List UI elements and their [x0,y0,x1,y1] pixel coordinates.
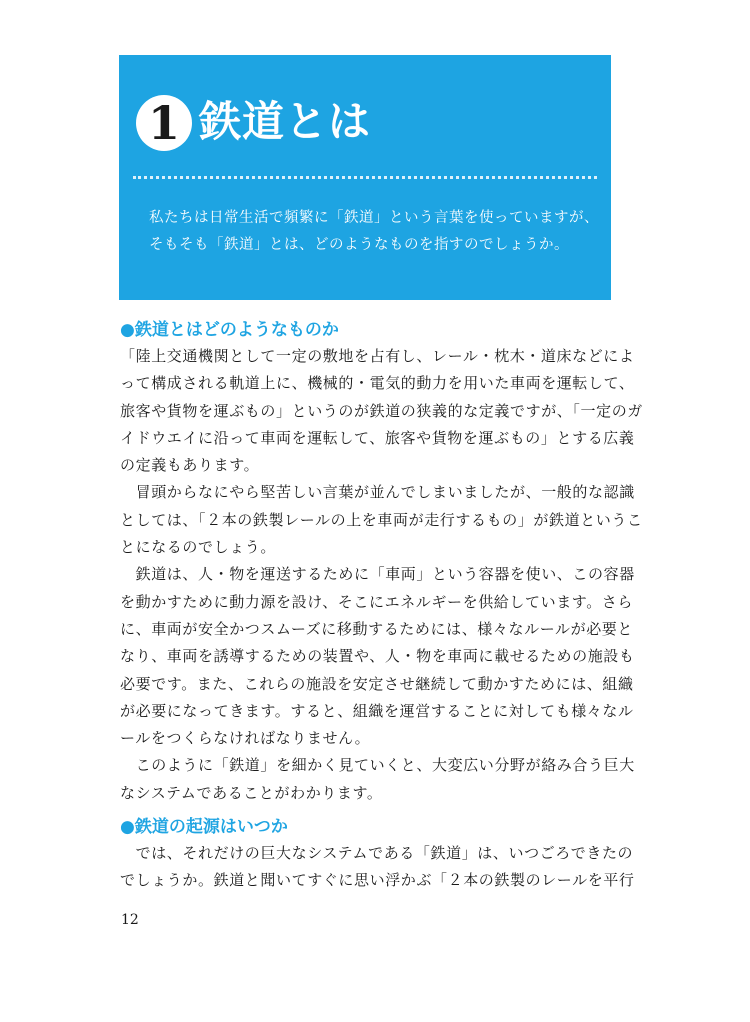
chapter-intro [149,205,599,259]
body-line: に、車両が安全かつスムーズに移動するためには、様々なルールが必要と [120,619,634,638]
section-body-origin [120,840,635,895]
dotted-divider [133,176,597,179]
body-line: の定義もあります。 [120,456,260,475]
section-heading-origin: ●鉄道の起源はいつか [120,817,288,837]
body-line: では、それだけの巨大なシステムである「鉄道」は、いつごろできたの [120,844,634,862]
body-line: ールをつくらなければなりません。 [120,729,371,748]
chapter-title: 鉄道とは [199,97,372,146]
body-line: でしょうか。鉄道と聞いてすぐに思い浮かぶ「２本の鉄製のレールを平行 [120,871,635,890]
page-number: 12 [121,912,139,928]
chapter-number-badge: 1 [136,95,192,151]
body-line: が必要になってきます。すると、組織を運営することに対しても様々なル [120,701,634,720]
body-line: イドウエイに沿って車両を運転して、旅客や貨物を運ぶもの」とする広義 [120,428,635,447]
body-line: としては、「２本の鉄製レールの上を車両が走行するもの」が鉄道というこ [120,510,643,529]
body-line: なり、車両を誘導するための装置や、人・物を車両に載せるための施設も [120,647,635,666]
chapter-header-box [119,55,611,300]
body-line: 「陸上交通機関として一定の敷地を占有し、レール・枕木・道床などによ [120,347,635,365]
body-line: って構成される軌道上に、機械的・電気的動力を用いた車両を運転して、 [120,374,635,393]
body-line: なシステムであることがわかります。 [120,783,383,802]
body-line: 冒頭からなにやら堅苦しい言葉が並んでしまいましたが、一般的な認識 [120,483,635,502]
intro-line: そもそも「鉄道」とは、どのようなものを指すのでしょうか。 [149,237,569,253]
body-line: を動かすために動力源を設け、そこにエネルギーを供給しています。さら [120,592,634,611]
section-heading-definition: ●鉄道とはどのようなものか [120,320,339,340]
body-line: とになるのでしょう。 [120,538,277,557]
section-body-definition [120,343,643,807]
intro-line: 私たちは日常生活で頻繁に「鉄道」という言葉を使っていますが、 [149,210,599,226]
body-line: 鉄道は、人・物を運送するために「車両」という容器を使い、この容器 [120,565,635,584]
body-line: 必要です。また、これらの施設を安定させ継続して動かすためには、組織 [120,674,634,693]
body-line: このように「鉄道」を細かく見ていくと、大変広い分野が絡み合う巨大 [120,756,635,775]
body-line: 旅客や貨物を運ぶもの」というのが鉄道の狭義的な定義ですが、「一定のガ [120,401,643,420]
